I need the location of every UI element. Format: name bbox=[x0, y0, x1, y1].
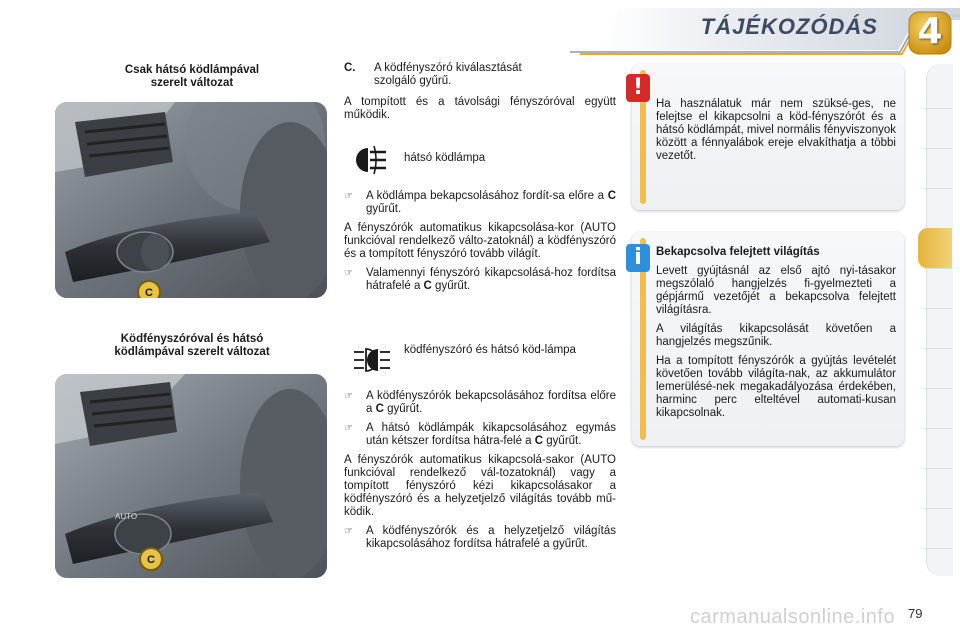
bullet-fog-and-position-off bbox=[344, 525, 616, 551]
chapter-tab[interactable] bbox=[924, 188, 952, 229]
chapter-tab[interactable] bbox=[924, 308, 952, 349]
c-label: C. bbox=[344, 62, 356, 74]
rear-fog-label: hátsó ködlámpa bbox=[404, 152, 486, 164]
info-box bbox=[632, 232, 904, 446]
pointer-icon: ☞ bbox=[344, 191, 353, 202]
bullet-text-suffix: gyűrűt. bbox=[383, 403, 423, 415]
intro-paragraph: A tompított és a távolsági fényszóróval együtt működik. bbox=[344, 96, 616, 121]
page-number: 79 bbox=[908, 606, 923, 621]
photo2-callout-label: C bbox=[147, 554, 155, 566]
info-title: Bekapcsolva felejtett világítás bbox=[656, 246, 820, 258]
warning-text: Ha használatuk már nem szüksé-ges, ne felejtse el kikapcsolni a köd-fényszórót és a hátsó ködlámpát, mivel normális fényviszonyok között a fénnyalábok ereje elvakíthatja a többi vezetőt. bbox=[656, 98, 896, 162]
bullet-bold: C bbox=[534, 435, 544, 447]
bullet-text: A hátsó ködlámpák kikapcsolásához egymás után kétszer fordítsa hátra-felé a bbox=[366, 422, 616, 447]
front-and-rear-fog-lamp-icon bbox=[352, 340, 392, 380]
bullet-text-suffix: gyűrűt. bbox=[431, 280, 471, 292]
c-text-line1: A ködfényszóró kiválasztását bbox=[374, 62, 522, 74]
bullet-text: Valamennyi fényszóró kikapcsolásá-hoz fordítsa hátrafelé a bbox=[366, 267, 616, 292]
intro-paragraph-block bbox=[344, 96, 616, 128]
c-definition bbox=[344, 62, 616, 88]
photo2-auto-label: AUTO bbox=[115, 512, 138, 521]
front-rear-fog-label: ködfényszóró és hátsó köd-lámpa bbox=[404, 344, 576, 356]
chapter-tab[interactable] bbox=[924, 508, 952, 549]
auto-off-paragraph: A fényszórók automatikus kikapcsolása-kor (AUTO funkcióval rendelkező válto-zatoknál) a ködfényszóró és a tompított fényszóró tovább világít. bbox=[344, 222, 616, 260]
chapter-tab[interactable] bbox=[924, 388, 952, 429]
rear-fog-lamp-icon bbox=[352, 140, 392, 180]
bullet-bold: C bbox=[607, 190, 616, 202]
front-rear-fog-instructions bbox=[344, 390, 616, 557]
chapter-tab[interactable] bbox=[924, 428, 952, 469]
chapter-tab[interactable] bbox=[924, 268, 952, 309]
chapter-tab[interactable] bbox=[924, 468, 952, 509]
stalk-photo-front-rear-fog bbox=[55, 374, 327, 578]
info-paragraph-3: Ha a tompított fényszórók a gyújtás levételét követően tovább világíta-nak, az akkumulátor lemerülésé-nek megakadályozása érdekében, harminc perc elteltével automati-kusan kikapcsolnak. bbox=[656, 355, 896, 419]
pointer-icon: ☞ bbox=[344, 526, 353, 537]
warning-box bbox=[632, 64, 904, 210]
section1-heading-line1: Csak hátsó ködlámpával bbox=[124, 64, 260, 76]
chapter-tabs bbox=[924, 68, 952, 576]
warning-icon: ! bbox=[626, 74, 650, 102]
chapter-tab[interactable] bbox=[924, 148, 952, 189]
bullet-all-off bbox=[344, 267, 616, 293]
bullet-text-suffix: gyűrűt. bbox=[366, 203, 402, 215]
chapter-tab[interactable] bbox=[924, 68, 952, 109]
stalk-illustration bbox=[55, 102, 327, 298]
chapter-tab[interactable] bbox=[924, 348, 952, 389]
info-paragraph-1: Levett gyújtásnál az első ajtó nyi-tásakor megszólaló hangjelzés fi-gyelmezteti a gépjármű vezetőjét a bekapcsolva felejtett világításra. bbox=[656, 265, 896, 316]
rear-fog-instructions bbox=[344, 190, 616, 299]
photo1-callout-label: C bbox=[145, 287, 153, 298]
front-rear-fog-icon-row bbox=[344, 340, 616, 380]
pointer-icon: ☞ bbox=[344, 391, 353, 402]
section2-heading bbox=[72, 333, 312, 359]
section1-heading-line2: szerelt változat bbox=[150, 77, 234, 89]
pointer-icon: ☞ bbox=[344, 423, 353, 434]
section2-heading-line2: ködlámpával szerelt változat bbox=[114, 346, 270, 358]
bullet-rear-fog-off bbox=[344, 422, 616, 448]
stalk-illustration-2 bbox=[55, 374, 327, 578]
chapter-tab[interactable] bbox=[924, 108, 952, 149]
rear-fog-icon-row bbox=[344, 140, 616, 180]
chapter-number: 4 bbox=[917, 11, 943, 52]
auto-off-paragraph-2: A fényszórók automatikus kikapcsolá-sakor (AUTO funkcióval rendelkező vál-tozatoknál) vagy a tompított fényszóró kézi kikapcsolásakor a ködfényszóró és a helyzetjelző világítás tovább mű-ködik. bbox=[344, 454, 616, 518]
bullet-text: A ködlámpa bekapcsolásához fordít-sa előre a bbox=[366, 190, 608, 202]
bullet-text: A ködfényszórók és a helyzetjelző világítás kikapcsolásához fordítsa hátrafelé a gyűrűt. bbox=[366, 525, 616, 550]
c-text-line2: szolgáló gyűrű. bbox=[374, 75, 452, 87]
bullet-rear-fog-on bbox=[344, 190, 616, 216]
bullet-text-suffix: gyűrűt. bbox=[543, 435, 582, 447]
chapter-tab-active[interactable] bbox=[918, 228, 952, 269]
page-title: TÁJÉKOZÓDÁS bbox=[700, 14, 878, 39]
bullet-text: A ködfényszórók bekapcsolásához fordítsa előre a bbox=[366, 390, 616, 415]
pointer-icon: ☞ bbox=[344, 268, 353, 279]
bullet-bold: C bbox=[423, 280, 432, 292]
stalk-photo-rear-fog bbox=[55, 102, 327, 298]
info-icon: i bbox=[626, 244, 650, 272]
section1-heading bbox=[72, 64, 312, 90]
section2-heading-line1: Ködfényszóróval és hátsó bbox=[120, 333, 264, 345]
bullet-bold: C bbox=[375, 403, 384, 415]
bullet-front-fog-on bbox=[344, 390, 616, 416]
watermark: carmanualsonline.info bbox=[690, 606, 896, 628]
info-paragraph-2: A világítás kikapcsolását követően a hangjelzés megszűnik. bbox=[656, 323, 896, 348]
